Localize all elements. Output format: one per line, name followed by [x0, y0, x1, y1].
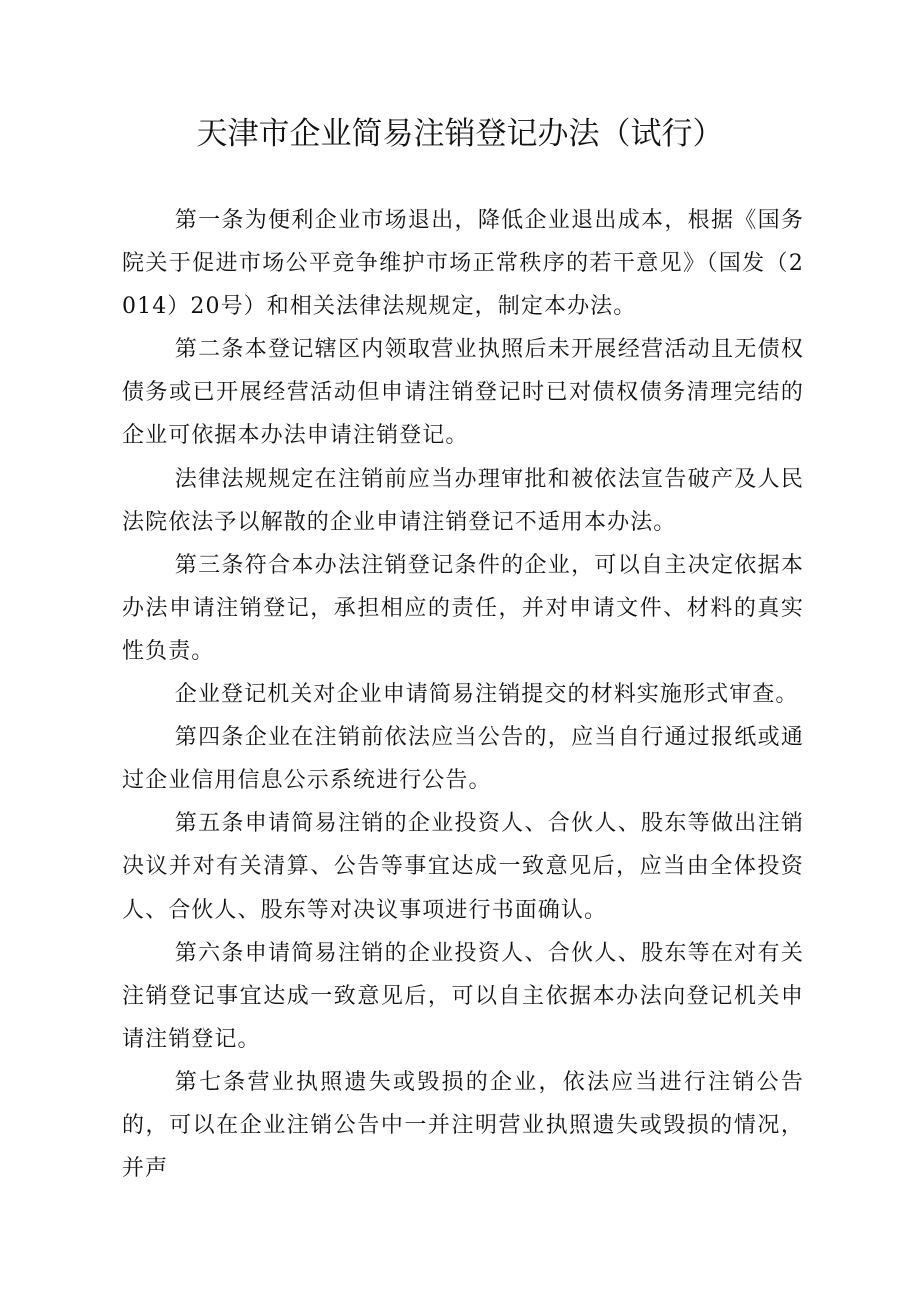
paragraph-article-6: 第六条申请简易注销的企业投资人、合伙人、股东等在对有关注销登记事宜达成一致意见后，可以自主依据本办法向登记机关申请注销登记。 — [122, 940, 804, 1052]
paragraph-article-2-exclusion: 法律法规规定在注销前应当办理审批和被依法宣告破产及人民法院依法予以解散的企业申请注销登记不适用本办法。 — [122, 466, 804, 535]
paragraph-article-7: 第七条营业执照遗失或毁损的企业，依法应当进行注销公告的，可以在企业注销公告中一并注明营业执照遗失或毁损的情况，并声 — [122, 1069, 804, 1182]
document-title: 天津市企业简易注销登记办法（试行） — [196, 116, 724, 152]
paragraph-article-1: 第一条为便利企业市场退出，降低企业退出成本，根据《国务院关于促进市场公平竞争维护市场正常秩序的若干意见》（国发（2014）20号）和相关法律法规规定，制定本办法。 — [122, 208, 804, 320]
paragraph-article-3: 第三条符合本办法注销登记条件的企业，可以自主决定依据本办法申请注销登记，承担相应的责任，并对申请文件、材料的真实性负责。 — [122, 552, 804, 664]
paragraph-article-5: 第五条申请简易注销的企业投资人、合伙人、股东等做出注销决议并对有关清算、公告等事宜达成一致意见后，应当由全体投资人、合伙人、股东等对决议事项进行书面确认。 — [122, 811, 804, 923]
paragraph-article-3-review: 企业登记机关对企业申请简易注销提交的材料实施形式审查。 — [174, 682, 799, 708]
paragraph-article-2: 第二条本登记辖区内领取营业执照后未开展经营活动且无债权债务或已开展经营活动但申请注销登记时已对债权债务清理完结的企业可依据本办法申请注销登记。 — [122, 337, 804, 449]
document-body — [122, 199, 804, 1190]
paragraph-article-4: 第四条企业在注销前依法应当公告的，应当自行通过报纸或通过企业信用信息公示系统进行公告。 — [122, 725, 804, 794]
